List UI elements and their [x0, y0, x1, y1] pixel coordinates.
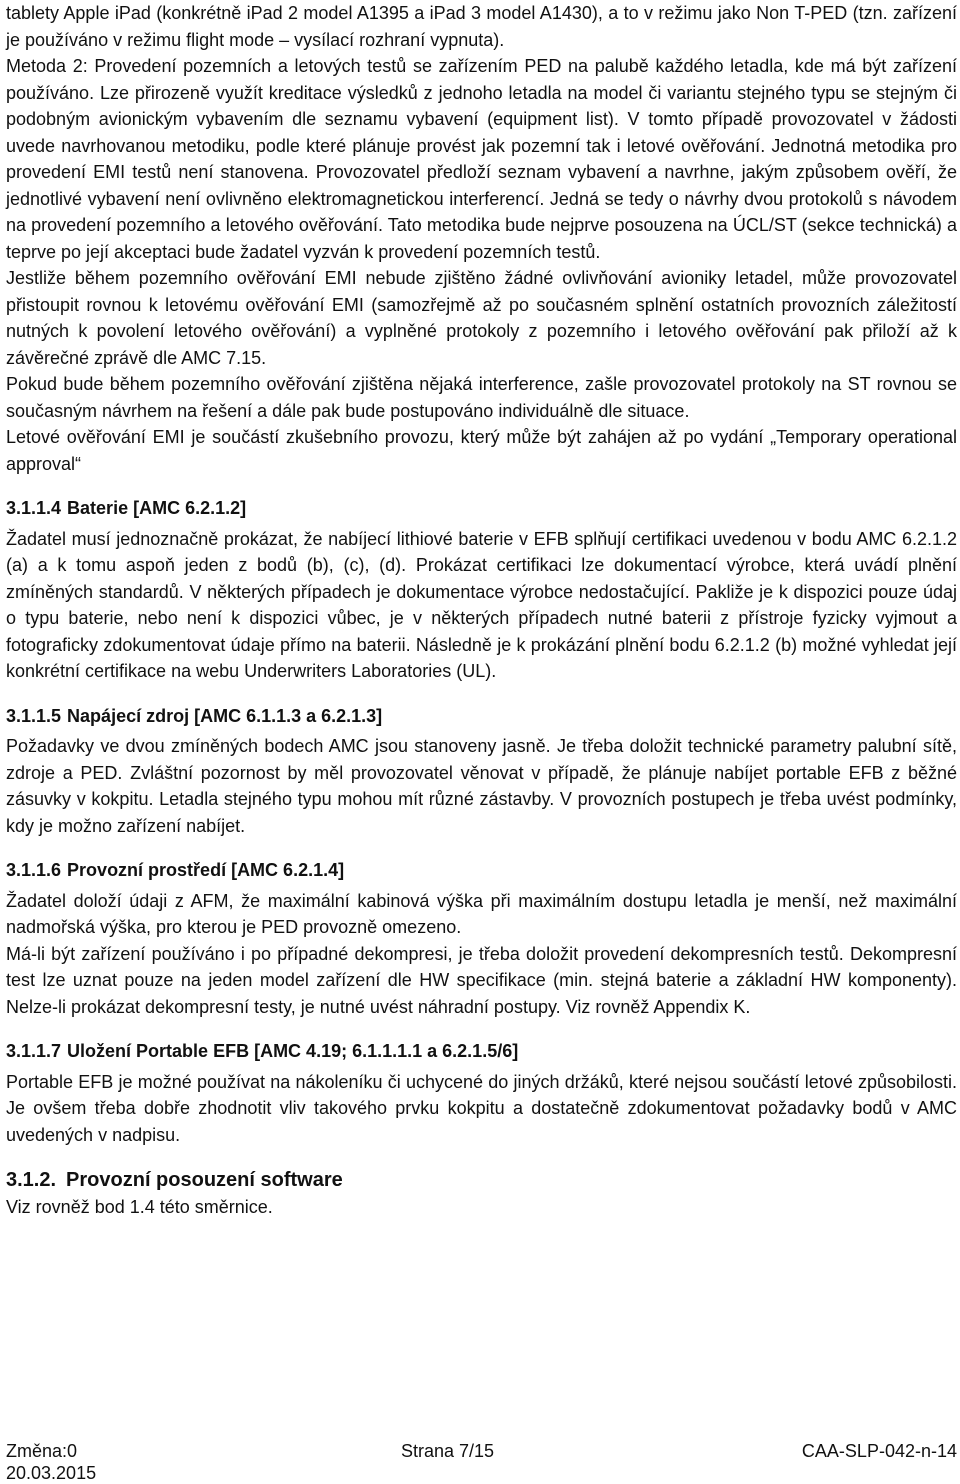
footer-page-number: Strana 7/15 — [401, 1441, 495, 1461]
intro-paragraph: tablety Apple iPad (konkrétně iPad 2 model A1395 a iPad 3 model A1430), a to v režimu jako Non T-PED (tzn. zařízení je používáno v režimu flight mode – vysílací rozhraní vypnuta). — [6, 3, 957, 50]
footer-date: 20.03.2015 — [6, 1463, 97, 1483]
interference-paragraph: Pokud bude během pozemního ověřování zjištěna nějaká interference, zašle provozovatel protokoly na ST rovnou se současným návrhem na řešení a dále pak bude postupováno individuálně dle situace. — [6, 374, 957, 421]
section-heading-environment — [6, 857, 957, 884]
section-title: Napájecí zdroj [AMC 6.1.1.3 a 6.2.1.3] — [67, 705, 383, 726]
software-paragraph: Viz rovněž bod 1.4 této směrnice. — [6, 1197, 273, 1217]
power-supply-paragraph: Požadavky ve dvou zmíněných bodech AMC jsou stanoveny jasně. Je třeba doložit technické parametry palubní sítě, zdroje a PED. Zvláštní pozornost by měl provozovatel věnovat v případě, že plánuje nabíjet portable EFB z běžné zásuvky v kokpitu. Letadla stejného typu mohou mít různé zástavby. V provozních postupech je třeba uvést podmínky, kdy je možno zařízení nabíjet. — [6, 736, 957, 836]
section-heading-portable-efb — [6, 1038, 957, 1065]
section-heading-battery — [6, 495, 957, 522]
section-number: 3.1.2. — [6, 1169, 57, 1191]
footer-change: Změna:0 — [6, 1441, 78, 1461]
section-title: Provozní posouzení software — [66, 1169, 343, 1191]
section-title: Provozní prostředí [AMC 6.2.1.4] — [67, 860, 345, 880]
section-title: Baterie [AMC 6.2.1.2] — [67, 498, 247, 518]
section-title: Uložení Portable EFB [AMC 4.19; 6.1.1.1.1 a 6.2.1.5/6] — [67, 1041, 519, 1061]
method2-paragraph: Metoda 2: Provedení pozemních a letových testů se zařízením PED na palubě každého letadla, kde má být zařízení používáno. Lze přirozeně využít kreditace výsledků z jednoho letadla na model či variantu stejného typu se stejným či podobným avionickým vybavením dle seznamu vybavení (equipment list). V tomto případě provozovatel v žádosti uvede navrhovanou metodiku, podle které plánuje provést jak pozemní tak i letové ověřování. Jednotná metodika pro provedení EMI testů není stanovena. Provozovatel předloží seznam vybavení a navrhne, jakým způsobem ověří, že jednotlivé vybavení není ovlivněno elektromagnetickou interferencí. Jedná se tedy o návrhy dvou protokolů s návodem na provedení pozemního a letového ověřování. Tato metodika bude nejprve posouzena na ÚCL/ST (sekce technická) a teprve po její akceptaci bude žadatel vyzván k provedení pozemních testů. — [6, 56, 957, 262]
battery-paragraph: Žadatel musí jednoznačně prokázat, že nabíjecí lithiové baterie v EFB splňují certifikaci uvedenou v bodu AMC 6.2.1.2 (a) a k tomu aspoň jeden z bodů (b), (c), (d). Prokázat certifikaci lze dokumentací výrobce, která uvádí plnění zmíněných standardů. V některých případech je dokumentace výrobce nedostačující. Pakliže je k dispozici pouze údaj o typu baterie, nebo není k dispozici vůbec, je v některých případech nutné baterii z přístroje fyzicky vyjmout a fotograficky zdokumentovat údaje přímo na baterii. Následně je k prokázání plnění bodu 6.2.1.2 (b) možné vyhledat její konkrétní certifikace na webu Underwriters Laboratories (UL). — [6, 528, 957, 681]
environment-paragraph-1: Žadatel doloží údaji z AFM, že maximální kabinová výška při maximálním dostupu letadla je menší, než maximální nadmořská výška, pro kterou je PED provozně omezeno. — [6, 890, 957, 937]
footer-doc-id: CAA-SLP-042-n-14 — [801, 1441, 957, 1461]
section-heading-software — [6, 1166, 957, 1194]
section-heading-power-supply — [6, 703, 957, 730]
section-number: 3.1.1.7 — [6, 1041, 62, 1061]
environment-paragraph-2: Má-li být zařízení používáno i po případné dekompresi, je třeba doložit provedení dekompresních testů. Dekompresní test lze uznat pouze na jeden model zařízení dle HW specifikace (min. stejná baterie a základní HW komponenty). Nelze-li prokázat dekompresní testy, je nutné uvést náhradní postupy. Viz rovněž Appendix K. — [6, 943, 957, 1017]
flight-verification-paragraph: Letové ověřování EMI je součástí zkušebního provozu, který může být zahájen až po vydání „Temporary operational approval“ — [6, 427, 957, 474]
footer-change-block — [6, 1440, 96, 1484]
page-footer — [6, 1440, 957, 1482]
document-page — [6, 0, 957, 1221]
section-number: 3.1.1.6 — [6, 860, 62, 880]
section-number: 3.1.1.4 — [6, 498, 62, 518]
emi-none-paragraph: Jestliže během pozemního ověřování EMI nebude zjištěno žádné ovlivňování avioniky letadel, může provozovatel přistoupit rovnou k letovému ověřování EMI (samozřejmě až po současném splnění ostatních provozních záležitostí nutných k povolení letového ověřování) a vyplněné protokoly z pozemního i letového ověřování pak přiloží až k závěrečné zprávě dle AMC 7.15. — [6, 268, 957, 368]
section-number: 3.1.1.5 — [6, 705, 62, 726]
portable-efb-paragraph: Portable EFB je možné používat na nákoleníku či uchycené do jiných držáků, které nejsou součástí letové způsobilosti. Je ovšem třeba dobře zhodnotit vliv takového prvku kokpitu a dostatečně zdokumentovat požadavky bodů v AMC uvedených v nadpisu. — [6, 1071, 957, 1145]
